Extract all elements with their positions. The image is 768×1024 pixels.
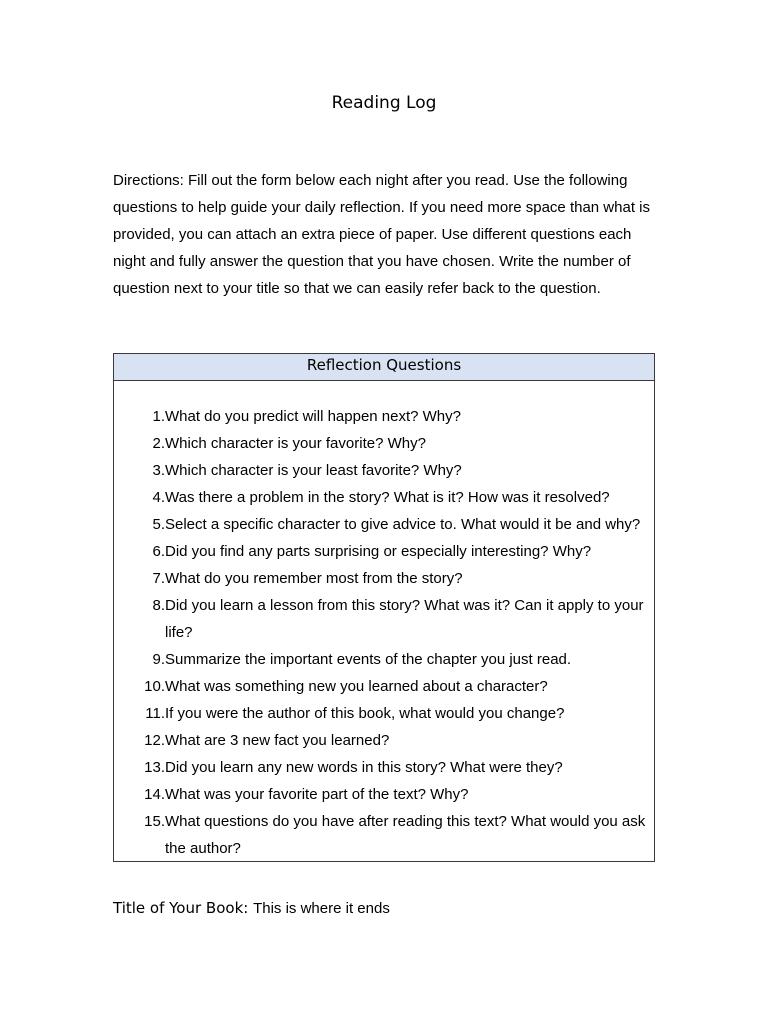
question-text: What do you remember most from the story?: [165, 570, 463, 587]
question-number: 6.: [152, 543, 165, 560]
question-text: Which character is your least favorite? Why?: [165, 462, 462, 479]
question-number: 10.: [144, 678, 165, 695]
question-number: 8.: [152, 597, 165, 614]
question-number: 14.: [144, 786, 165, 803]
question-text: Did you learn any new words in this story? What were they?: [165, 759, 563, 776]
book-title-line: [113, 898, 390, 919]
question-text: If you were the author of this book, what would you change?: [165, 705, 565, 722]
question-number: 9.: [152, 651, 165, 668]
question-text: What was something new you learned about a character?: [165, 678, 548, 695]
question-item: [114, 403, 654, 430]
question-text: What questions do you have after reading this text? What would you ask the author?: [165, 813, 646, 857]
question-number: 12.: [144, 732, 165, 749]
question-item: [114, 511, 654, 538]
question-item: [114, 808, 654, 862]
question-item: [114, 430, 654, 457]
question-number: 1.: [152, 408, 165, 425]
question-number: 2.: [152, 435, 165, 452]
reflection-questions-box: [113, 353, 655, 862]
question-item: [114, 484, 654, 511]
question-text: What are 3 new fact you learned?: [165, 732, 390, 749]
question-item: [114, 673, 654, 700]
reflection-questions-header: Reflection Questions: [114, 354, 654, 381]
question-item: [114, 700, 654, 727]
question-number: 4.: [152, 489, 165, 506]
reflection-questions-list: [114, 381, 654, 862]
directions-text: Directions: Fill out the form below each night after you read. Use the following questions to help guide your daily reflection. If you need more space than what is provided, you can attach an extra piece of paper. Use different questions each night and fully answer the question that you have chosen. Write the number of question next to your title so that we can easily refer back to the question.: [113, 172, 650, 297]
question-number: 7.: [152, 570, 165, 587]
question-text: Was there a problem in the story? What is it? How was it resolved?: [165, 489, 610, 506]
question-text: Summarize the important events of the chapter you just read.: [165, 651, 572, 668]
question-number: 11.: [145, 705, 165, 722]
question-item: [114, 592, 654, 646]
book-title-label: Title of Your Book:: [113, 899, 254, 917]
question-item: [114, 781, 654, 808]
question-item: [114, 538, 654, 565]
question-number: 3.: [152, 462, 165, 479]
question-item: [114, 727, 654, 754]
question-text: Did you find any parts surprising or especially interesting? Why?: [165, 543, 592, 560]
question-number: 13.: [144, 759, 165, 776]
question-item: [114, 754, 654, 781]
question-text: Select a specific character to give advice to. What would it be and why?: [165, 516, 641, 533]
question-item: [114, 565, 654, 592]
question-text: Which character is your favorite? Why?: [165, 435, 426, 452]
page-title: Reading Log: [331, 93, 437, 113]
book-title-value: This is where it ends: [253, 900, 390, 917]
question-text: What do you predict will happen next? Why?: [165, 408, 461, 425]
question-text: What was your favorite part of the text? Why?: [165, 786, 469, 803]
question-number: 15.: [144, 813, 165, 830]
question-number: 5.: [152, 516, 165, 533]
question-text: Did you learn a lesson from this story? What was it? Can it apply to your life?: [165, 597, 644, 641]
question-item: [114, 457, 654, 484]
question-item: [114, 646, 654, 673]
